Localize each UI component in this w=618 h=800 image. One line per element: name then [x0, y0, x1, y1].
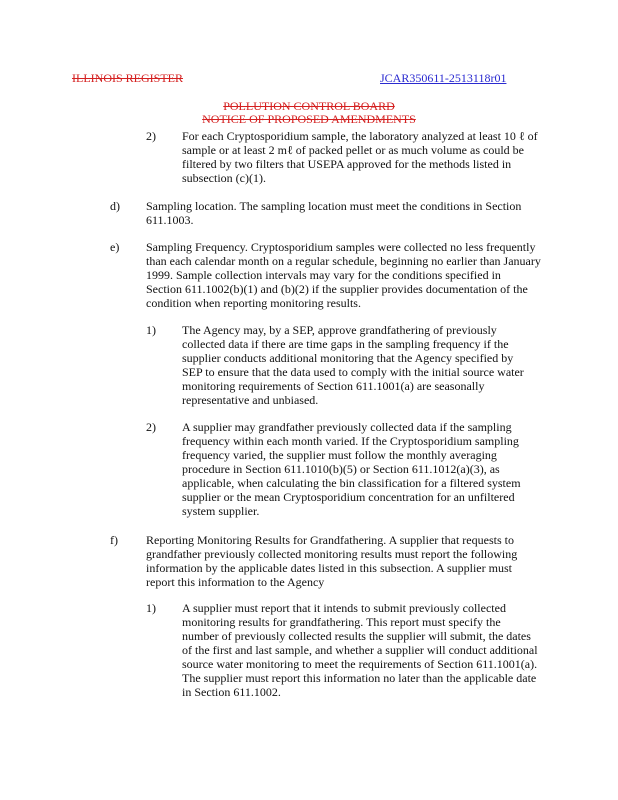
text-line: Sampling Frequency. Cryptosporidium samples were collected no less frequently [146, 240, 536, 254]
item-text [146, 533, 596, 589]
item-text [146, 240, 596, 310]
text-line: grandfather previously collected monitoring results must report the following [146, 547, 518, 561]
text-line: The supplier must report this information no later than the applicable date [182, 671, 537, 685]
text-line: Section 611.1002(b)(1) and (b)(2) if the supplier provides documentation of the [146, 282, 528, 296]
jcar-code: JCAR350611-2513118r01 [380, 71, 507, 85]
text-line: subsection (c)(1). [182, 171, 266, 185]
text-line: procedure in Section 611.1010(b)(5) or Section 611.1012(a)(3), as [182, 462, 500, 476]
item-number: 1) [146, 323, 156, 337]
text-line: frequency varied, the supplier must follow the monthly averaging [182, 448, 497, 462]
text-line: applicable, when calculating the bin classification for a filtered system [182, 476, 521, 490]
text-line: monitoring results for grandfathering. This report must specify the [182, 615, 501, 629]
text-line: SEP to ensure that the data used to comply with the initial source water [182, 365, 524, 379]
text-line: report this information to the Agency [146, 575, 325, 589]
text-line: supplier or the mean Cryptosporidium concentration for an unfiltered [182, 490, 515, 504]
text-line: A supplier may grandfather previously collected data if the sampling [182, 420, 512, 434]
item-number: 1) [146, 601, 156, 615]
text-line: number of previously collected results the supplier will submit, the dates [182, 629, 531, 643]
item-text [182, 420, 582, 518]
text-line: The Agency may, by a SEP, approve grandfathering of previously [182, 323, 497, 337]
item-number: f) [110, 533, 118, 547]
item-number: 2) [146, 420, 156, 434]
text-line: source water monitoring to meet the requirements of Section 611.1001(a). [182, 657, 538, 671]
notice-title: NOTICE OF PROPOSED AMENDMENTS [202, 112, 416, 126]
text-line: representative and unbiased. [182, 393, 319, 407]
item-text [182, 601, 592, 699]
text-line: frequency within each month varied. If the Cryptosporidium sampling [182, 434, 519, 448]
item-text [182, 323, 582, 407]
text-line: sample or at least 2 mℓ of packed pellet or as much volume as could be [182, 143, 524, 157]
text-line: Sampling location. The sampling location must meet the conditions in Section [146, 199, 522, 213]
text-line: collected data if there are time gaps in the sampling frequency if the [182, 337, 509, 351]
text-line: supplier conducts additional monitoring that the Agency specified by [182, 351, 514, 365]
text-line: than each calendar month on a regular schedule, beginning no earlier than January [146, 254, 541, 268]
item-text [146, 199, 586, 227]
item-number: e) [110, 240, 120, 254]
text-line: filtered by two filters that USEPA approved for the methods listed in [182, 157, 512, 171]
text-line: information by the applicable dates listed in this subsection. A supplier must [146, 561, 512, 575]
text-line: in Section 611.1002. [182, 685, 281, 699]
register-header: ILLINOIS REGISTER [72, 71, 183, 85]
text-line: system supplier. [182, 504, 260, 518]
text-line: Reporting Monitoring Results for Grandfathering. A supplier that requests to [146, 533, 514, 547]
text-line: 611.1003. [146, 213, 194, 227]
item-text [182, 129, 582, 185]
item-number: 2) [146, 129, 156, 143]
text-line: of the first and last sample, and whether a supplier will conduct additional [182, 643, 538, 657]
item-number: d) [110, 199, 120, 213]
text-line: 1999. Sample collection intervals may vary for the conditions specified in [146, 268, 501, 282]
agency-title: POLLUTION CONTROL BOARD [223, 99, 395, 113]
text-line: A supplier must report that it intends to submit previously collected [182, 601, 506, 615]
text-line: monitoring requirements of Section 611.1001(a) are seasonally [182, 379, 485, 393]
text-line: For each Cryptosporidium sample, the laboratory analyzed at least 10 ℓ of [182, 129, 538, 143]
text-line: condition when reporting monitoring results. [146, 296, 361, 310]
